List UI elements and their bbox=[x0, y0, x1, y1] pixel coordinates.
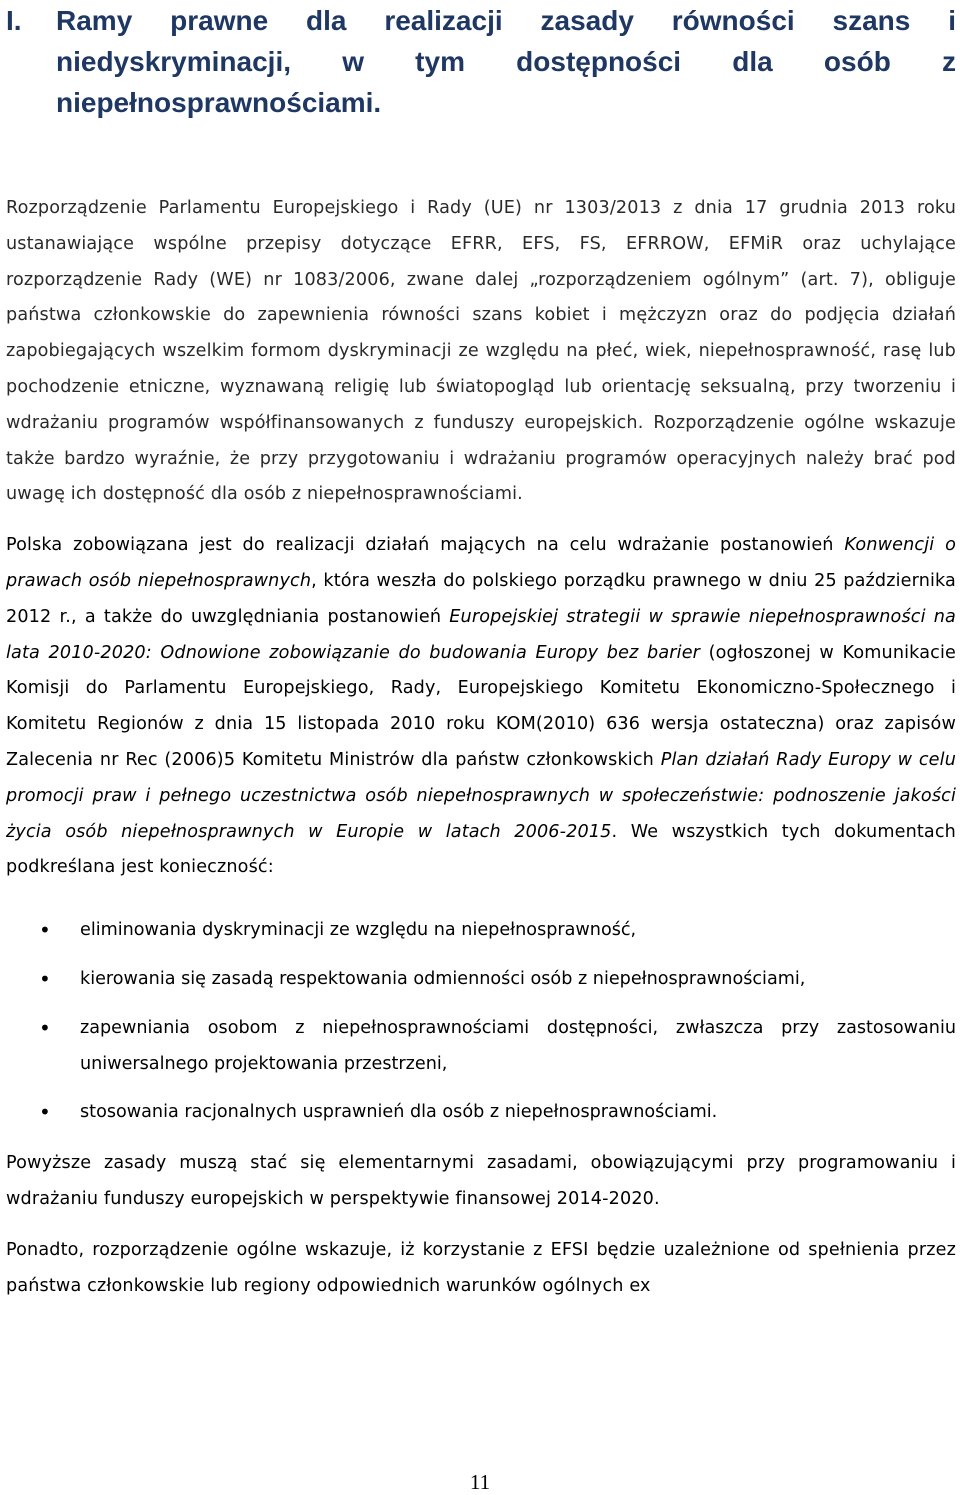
paragraph-conditions: Ponadto, rozporządzenie ogólne wskazuje, iż korzystanie z EFSI będzie uzależnione od spełnienia przez państwa członkowskie lub regiony odpowiednich warunków ogólnych ex bbox=[6, 1239, 956, 1296]
list-item bbox=[6, 1095, 956, 1131]
bullet-list bbox=[6, 913, 956, 1131]
section-heading bbox=[6, 0, 956, 123]
paragraph-regulation: Rozporządzenie Parlamentu Europejskiego i Rady (UE) nr 1303/2013 z dnia 17 grudnia 2013 roku ustanawiające wspólne przepisy dotyczące EFRR, EFS, FS, EFRROW, EFMiR oraz uchylające rozporządzenie Rady (WE) nr 1083/2006, zwane dalej „rozporządzeniem ogólnym” (art. 7), obliguje państwa członkowskie do zapewnienia równości szans kobiet i mężczyzn oraz do podjęcia działań zapobiegających wszelkim formom dyskryminacji ze względu na płeć, wiek, niepełnosprawność, rasę lub pochodzenie etniczne, wyznawaną religię lub światopogląd lub orientację seksualną, przy tworzeniu i wdrażaniu programów współfinansowanych z funduszy europejskich. Rozporządzenie ogólne wskazuje także bardzo wyraźnie, że przy przygotowaniu i wdrażaniu programów operacyjnych należy brać pod uwagę ich dostępność dla osób z niepełnosprawnościami. bbox=[6, 198, 956, 505]
list-item-text: kierowania się zasadą respektowania odmienności osób z niepełnosprawnościami, bbox=[80, 968, 806, 989]
text-span: . We wszystkich tych dokumentach podkreślana jest konieczność: bbox=[6, 821, 956, 878]
document-page bbox=[6, 0, 956, 1304]
text-span: (ogłoszonej w Komunikacie Komisji do Parlamentu Europejskiego, Rady, Europejskiego Komitetu Ekonomiczno-Społecznego i Komitetu Regionów z dnia 15 listopada 2010 roku KOM(2010) 636 wersja ostateczna) oraz zapisów Zalecenia nr Rec (2006)5 Komitetu Ministrów dla państw członkowskich bbox=[6, 642, 956, 770]
list-item-text: zapewniania osobom z niepełnosprawnościami dostępności, zwłaszcza przy zastosowaniu uniwersalnego projektowania przestrzeni, bbox=[80, 1017, 956, 1074]
list-item-text: stosowania racjonalnych usprawnień dla osób z niepełnosprawnościami. bbox=[80, 1102, 718, 1123]
section-title: Ramy prawne dla realizacji zasady równości szans i niedyskryminacji, w tym dostępności dla osób z niepełnosprawnościami. bbox=[56, 5, 956, 118]
text-span: Polska zobowiązana jest do realizacji działań mających na celu wdrażanie postanowień bbox=[6, 535, 845, 556]
text-span: , która weszła do polskiego porządku prawnego w dniu 25 października 2012 r., a także do uwzględniania postanowień bbox=[6, 570, 956, 627]
list-item bbox=[6, 962, 956, 998]
list-item bbox=[6, 1011, 956, 1083]
paragraph-principles: Powyższe zasady muszą stać się elementarnymi zasadami, obowiązującymi przy programowaniu i wdrażaniu funduszy europejskich w perspektywie finansowej 2014-2020. bbox=[6, 1153, 956, 1209]
italic-title-action-plan: Plan działań Rady Europy w celu promocji praw i pełnego uczestnictwa osób niepełnosprawnych w społeczeństwie: podnoszenie jakości życia osób niepełnosprawnych w Europie w latach 2006-2015 bbox=[6, 749, 956, 842]
bullet-icon: • bbox=[39, 1015, 51, 1040]
bullet-icon: • bbox=[39, 1100, 51, 1125]
list-item bbox=[6, 913, 956, 949]
italic-title-strategy: Europejskiej strategii w sprawie niepełnosprawności na lata 2010-2020: Odnowione zobowiązanie do budowania Europy bez barier bbox=[6, 606, 956, 663]
list-item-text: eliminowania dyskryminacji ze względu na niepełnosprawność, bbox=[80, 920, 637, 941]
italic-title-convention: Konwencji o prawach osób niepełnosprawnych bbox=[6, 535, 956, 591]
bullet-icon: • bbox=[39, 918, 51, 943]
bullet-icon: • bbox=[39, 966, 51, 991]
section-number: I. bbox=[6, 5, 22, 36]
page-number: 11 bbox=[469, 1470, 491, 1494]
paragraph-obligations bbox=[6, 528, 956, 886]
